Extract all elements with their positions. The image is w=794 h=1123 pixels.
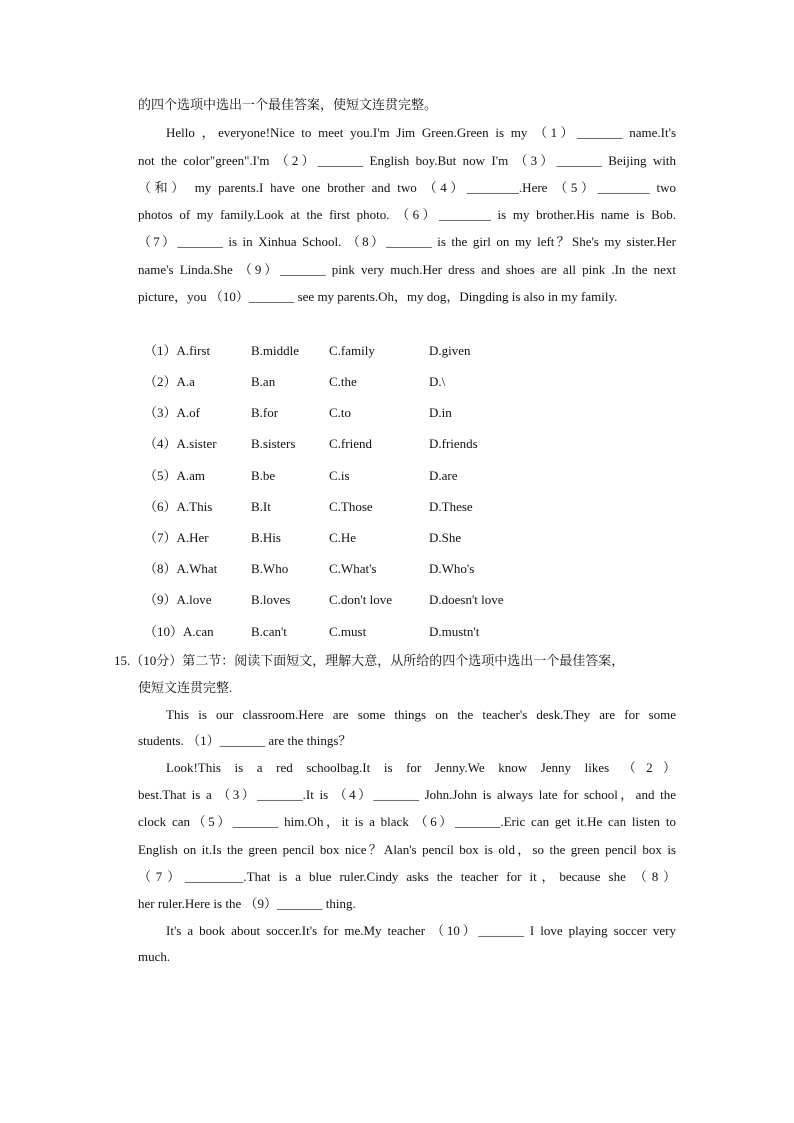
option-a: （2）A.a: [144, 374, 195, 389]
question-15-header-cont: 使短文连贯完整.: [138, 680, 233, 695]
passage-line: （7）_______ is in Xinhua School. （8）_______ is the girl on my left？She's my sister.Her: [138, 234, 676, 249]
option-b: B.an: [251, 374, 276, 389]
option-c: C.the: [329, 374, 357, 389]
option-b: B.loves: [251, 592, 291, 607]
option-row-10: [144, 624, 564, 640]
option-a: （8）A.What: [144, 561, 218, 576]
option-c: C.don't love: [329, 592, 393, 607]
option-c: C.He: [329, 530, 357, 545]
option-b: B.be: [251, 468, 276, 483]
option-b: B.Who: [251, 561, 289, 576]
option-b: B.middle: [251, 343, 300, 358]
passage-line: （7）_________.That is a blue ruler.Cindy asks the teacher for it，because she （8）: [138, 869, 676, 884]
option-a: （9）A.love: [144, 592, 212, 607]
option-d: D.These: [429, 499, 473, 514]
passage-line: （和） my parents.I have one brother and two （4）________.Here （5）________ two: [138, 180, 676, 195]
option-c: C.is: [329, 468, 350, 483]
instruction-continuation: 的四个选项中选出一个最佳答案，使短文连贯完整。: [138, 97, 438, 112]
option-b: B.can't: [251, 624, 287, 639]
option-d: D.given: [429, 343, 471, 358]
passage-line: clock can（5）_______ him.Oh，it is a black （6）_______.Eric can get it.He can listen to: [138, 814, 676, 829]
option-a: （6）A.This: [144, 499, 213, 514]
option-d: D.She: [429, 530, 462, 545]
option-a: （7）A.Her: [144, 530, 209, 545]
question-15-header: 15.（10分）第二节：阅读下面短文，理解大意，从所给的四个选项中选出一个最佳答案，: [114, 653, 625, 668]
option-d: D.Who's: [429, 561, 475, 576]
option-b: B.His: [251, 530, 281, 545]
option-a: （4）A.sister: [144, 436, 217, 451]
option-a: （3）A.of: [144, 405, 200, 420]
option-row-3: [144, 405, 564, 421]
option-c: C.friend: [329, 436, 372, 451]
option-a: （5）A.am: [144, 468, 206, 483]
passage-line: English on it.Is the green pencil box nice？Alan's pencil box is old，so the green pencil box is: [138, 842, 676, 857]
option-row-6: [144, 499, 564, 515]
passage-line: not the color"green".I'm （2）_______ English boy.But now I'm （3）_______ Beijing with: [138, 153, 676, 168]
passage-line: Hello ，everyone!Nice to meet you.I'm Jim Green.Green is my （1）_______ name.It's: [166, 125, 676, 140]
option-row-1: [144, 343, 564, 359]
option-row-2: [144, 374, 564, 390]
option-row-5: [144, 468, 564, 484]
option-b: B.for: [251, 405, 279, 420]
passage-line: This is our classroom.Here are some things on the teacher's desk.They are for some: [166, 707, 676, 722]
option-row-4: [144, 436, 564, 452]
option-d: D.are: [429, 468, 458, 483]
option-row-7: [144, 530, 564, 546]
option-c: C.family: [329, 343, 375, 358]
passage-line: students. （1）_______ are the things？: [138, 733, 352, 748]
option-b: B.sisters: [251, 436, 296, 451]
option-row-9: [144, 592, 564, 608]
option-c: C.What's: [329, 561, 377, 576]
passage-line: much.: [138, 949, 171, 964]
option-d: D.friends: [429, 436, 478, 451]
option-d: D.doesn't love: [429, 592, 504, 607]
passage-line: name's Linda.She （9）_______ pink very much.Her dress and shoes are all pink .In the next: [138, 262, 676, 277]
option-c: C.Those: [329, 499, 373, 514]
option-row-8: [144, 561, 564, 577]
passage-line: picture，you （10）_______ see my parents.Oh，my dog，Dingding is also in my family.: [138, 289, 618, 304]
passage-line: Look!This is a red schoolbag.It is for Jenny.We know Jenny likes （2）: [166, 760, 676, 775]
option-a: （1）A.first: [144, 343, 211, 358]
passage-line: best.That is a （3）_______.It is （4）_______ John.John is always late for school，and the: [138, 787, 676, 802]
passage-line: It's a book about soccer.It's for me.My teacher （10）_______ I love playing soccer very: [166, 923, 676, 938]
option-c: C.must: [329, 624, 367, 639]
option-b: B.It: [251, 499, 271, 514]
option-c: C.to: [329, 405, 352, 420]
option-d: D.mustn't: [429, 624, 480, 639]
passage-line: photos of my family.Look at the first photo. （6）________ is my brother.His name is Bob.: [138, 207, 676, 222]
option-d: D.in: [429, 405, 452, 420]
option-d: D.\: [429, 374, 446, 389]
passage-line: her ruler.Here is the （9）_______ thing.: [138, 896, 356, 911]
option-a: （10）A.can: [144, 624, 214, 639]
